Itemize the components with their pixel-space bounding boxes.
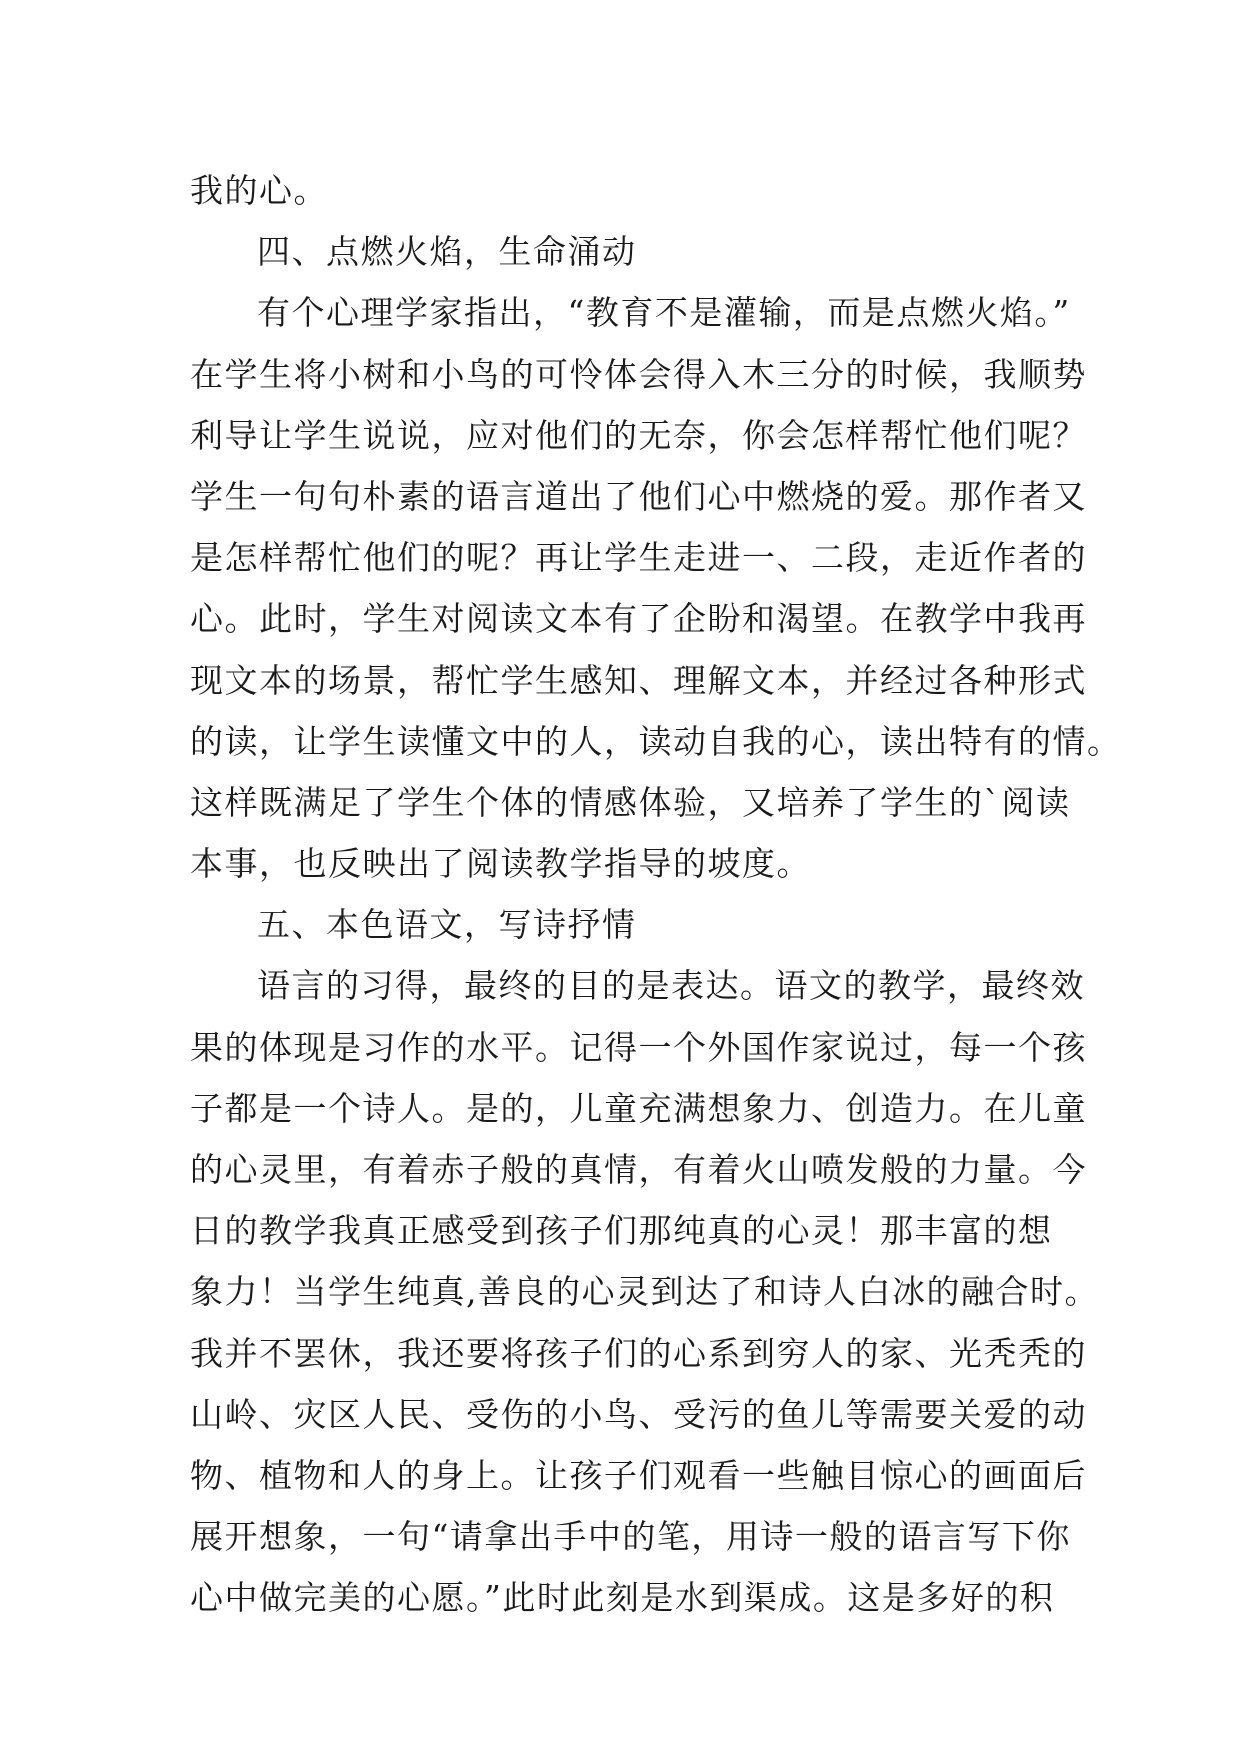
text-line: 的心灵里，有着赤子般的真情，有着火山喷发般的力量。今 (190, 1150, 1087, 1189)
text-line: 果的体现是习作的水平。记得一个外国作家说过，每一个孩 (190, 1027, 1087, 1067)
text-line: 日的教学我真正感受到孩子们那纯真的心灵！那丰富的想 (190, 1211, 1053, 1251)
text-line: 在学生将小树和小鸟的可怜体会得入木三分的时候，我顺势 (190, 354, 1087, 394)
text-line: 我的心。 (190, 171, 328, 210)
text-line: 展开想象，一句“请拿出手中的笔，用诗一般的语言写下你 (190, 1517, 1071, 1557)
text-line: 本事，也反映出了阅读教学指导的坡度。 (190, 844, 811, 884)
text-line: 这样既满足了学生个体的情感体验，又培养了学生的`阅读 (190, 782, 1071, 822)
text-line: 我并不罢休，我还要将孩子们的心系到穷人的家、光秃秃的 (190, 1333, 1087, 1373)
body-text (190, 160, 1122, 1629)
text-line: 语言的习得，最终的目的是表达。语文的教学，最终效 (257, 966, 1085, 1006)
text-line: 五、本色语文，写诗抒情 (257, 905, 637, 945)
text-line: 心中做完美的心愿。”此时此刻是水到渠成。这是多好的积 (190, 1578, 1055, 1618)
text-line: 利导让学生说说，应对他们的无奈，你会怎样帮忙他们呢？ (190, 415, 1087, 455)
text-line: 学生一句句朴素的语言道出了他们心中燃烧的爱。那作者又 (190, 476, 1087, 516)
text-line: 是怎样帮忙他们的呢？再让学生走进一、二段，走近作者的 (190, 538, 1087, 578)
text-line: 子都是一个诗人。是的，儿童充满想象力、创造力。在儿童 (190, 1088, 1087, 1128)
text-line: 心。此时，学生对阅读文本有了企盼和渴望。在教学中我再 (190, 599, 1087, 639)
text-line: 象力！当学生纯真,善良的心灵到达了和诗人白冰的融合时。 (190, 1272, 1099, 1312)
text-line: 四、点燃火焰，生命涌动 (257, 232, 637, 272)
text-line: 有个心理学家指出，“教育不是灌输，而是点燃火焰。” (257, 293, 1071, 333)
text-line: 山岭、灾区人民、受伤的小鸟、受污的鱼儿等需要关爱的动 (190, 1394, 1087, 1434)
text-line: 现文本的场景，帮忙学生感知、理解文本，并经过各种形式 (190, 660, 1087, 700)
text-line: 的读，让学生读懂文中的人，读动自我的心，读出特有的情。 (190, 721, 1122, 761)
text-line: 物、植物和人的身上。让孩子们观看一些触目惊心的画面后 (190, 1455, 1087, 1495)
